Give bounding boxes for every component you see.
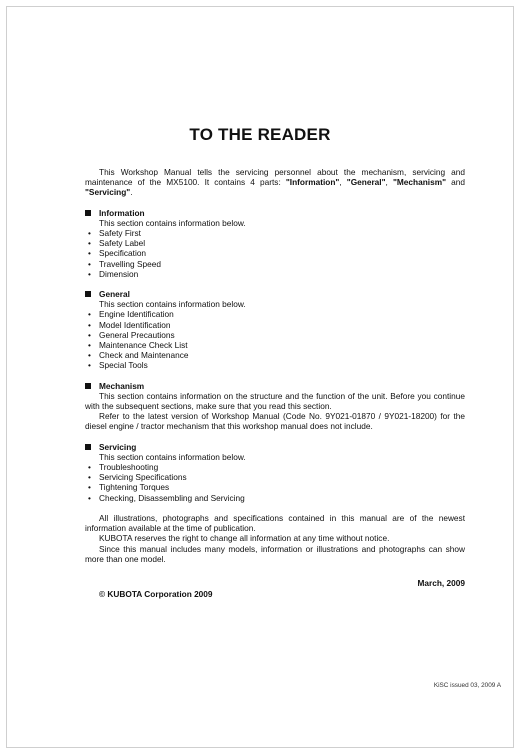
list-item: • Checking, Disassembling and Servicing	[85, 493, 465, 503]
intro-part-servicing: "Servicing"	[85, 187, 131, 198]
issue-footer: KiSC issued 03, 2009 A	[433, 682, 501, 689]
section-heading	[85, 381, 465, 391]
closing-paragraph: Since this manual includes many models, information or illustrations and photographs can show more than one model.	[85, 543, 465, 564]
list-item: • Servicing Specifications	[85, 472, 465, 482]
section-item-list	[85, 228, 465, 279]
list-item: • Safety Label	[85, 238, 465, 248]
intro-separator: and	[446, 177, 465, 188]
list-item: • Troubleshooting	[85, 462, 465, 472]
page-title: TO THE READER	[189, 125, 331, 144]
section-item-list	[85, 309, 465, 370]
mechanism-paragraph: Refer to the latest version of Workshop Manual (Code No. 9Y021-01870 / 9Y021-18200) for the diesel engine / tractor mechanism that this workshop manual does not include.	[85, 411, 465, 432]
list-item: • Specification	[85, 248, 465, 258]
list-item: • Engine Identification	[85, 309, 465, 319]
section-heading	[85, 208, 465, 218]
intro-part-mechanism: "Mechanism"	[392, 177, 447, 188]
section-intro: This section contains information below.	[99, 217, 246, 228]
section-mechanism	[85, 381, 465, 432]
section-servicing	[85, 442, 465, 503]
square-bullet-icon	[85, 210, 91, 216]
intro-end: .	[130, 187, 133, 198]
section-item-list	[85, 462, 465, 503]
section-heading-label: Mechanism	[99, 380, 145, 391]
list-item: • Model Identification	[85, 320, 465, 330]
section-heading	[85, 289, 465, 299]
section-heading-label: Servicing	[99, 441, 137, 452]
intro-paragraph	[85, 167, 465, 198]
list-item: • Travelling Speed	[85, 259, 465, 269]
list-item: • General Precautions	[85, 330, 465, 340]
copyright-notice: © KUBOTA Corporation 2009	[99, 589, 213, 599]
section-general	[85, 289, 465, 371]
list-item: • Tightening Torques	[85, 482, 465, 492]
square-bullet-icon	[85, 444, 91, 450]
intro-separator: ,	[385, 177, 393, 188]
square-bullet-icon	[85, 291, 91, 297]
intro-part-information: "Information"	[285, 177, 340, 188]
closing-paragraph: All illustrations, photographs and specifications contained in this manual are of the newest information available at the time of publication.	[85, 512, 465, 534]
closing-notes	[85, 513, 465, 564]
section-intro: This section contains information below.	[99, 299, 246, 310]
section-heading-label: General	[99, 289, 130, 300]
list-item: • Special Tools	[85, 360, 465, 370]
list-item: • Maintenance Check List	[85, 340, 465, 350]
mechanism-paragraph: This section contains information on the structure and the function of the unit. Before you continue with the subsequent sections, make sure that you read this section.	[85, 390, 465, 412]
list-item: • Check and Maintenance	[85, 350, 465, 360]
square-bullet-icon	[85, 383, 91, 389]
section-intro: This section contains information below.	[99, 451, 246, 462]
publication-date: March, 2009	[417, 578, 465, 588]
intro-text: This Workshop Manual tells the servicing personnel about the mechanism, servicing and maintenance of the MX5100. It contains 4 parts:	[85, 167, 465, 188]
intro-separator: ,	[339, 177, 347, 188]
section-heading	[85, 442, 465, 452]
list-item: • Safety First	[85, 228, 465, 238]
closing-paragraph: KUBOTA reserves the right to change all information at any time without notice.	[99, 533, 390, 544]
intro-part-general: "General"	[346, 177, 386, 188]
section-information	[85, 208, 465, 279]
list-item: • Dimension	[85, 269, 465, 279]
document-body	[85, 167, 465, 564]
section-heading-label: Information	[99, 207, 145, 218]
